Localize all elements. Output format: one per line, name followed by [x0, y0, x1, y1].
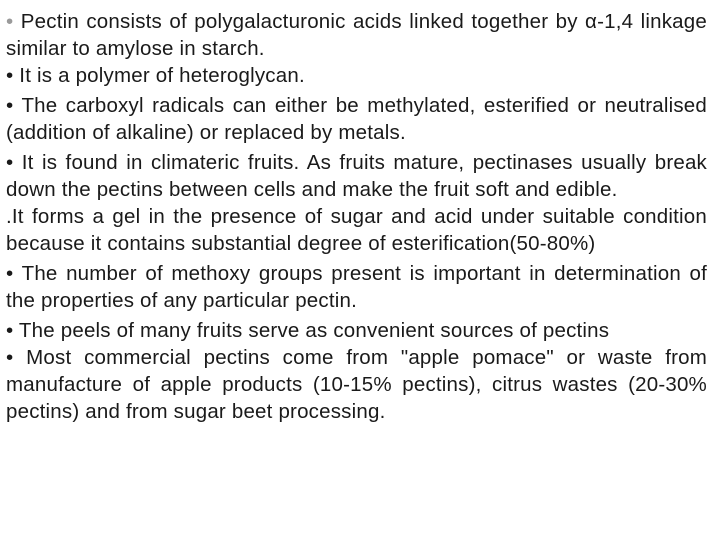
bullet: •: [6, 262, 14, 285]
paragraph-text: It is found in climateric fruits. As fruits mature, pectinases usually break down the pectins between cells and make the fruit soft and edible.: [6, 151, 707, 201]
paragraph-8: [6, 344, 707, 425]
paragraph-text: Pectin consists of polygalacturonic acids linked together by α-1,4 linkage similar to amylose in starch.: [6, 10, 707, 60]
paragraph-text: It forms a gel in the presence of sugar and acid under suitable condition because it contains substantial degree of esterification(50-80%): [6, 205, 707, 255]
paragraph-text: The peels of many fruits serve as convenient sources of pectins: [18, 319, 610, 342]
paragraph-text: The number of methoxy groups present is important in determination of the properties of any particular pectin.: [6, 262, 707, 312]
bullet: .: [6, 205, 12, 228]
paragraph-3: [6, 92, 707, 146]
bullet: •: [6, 346, 14, 369]
bullet: •: [6, 319, 14, 342]
paragraph-5: [6, 203, 707, 257]
paragraph-text: Most commercial pectins come from "apple pomace" or waste from manufacture of apple products (10-15% pectins), citrus wastes (20-30% pectins) and from sugar beet processing.: [6, 346, 707, 423]
bullet: •: [6, 64, 14, 87]
paragraph-4: [6, 149, 707, 203]
paragraph-6: [6, 260, 707, 314]
bullet: •: [6, 94, 14, 117]
bullet: •: [6, 10, 14, 33]
paragraph-text: It is a polymer of heteroglycan.: [19, 64, 305, 87]
paragraph-2: [6, 62, 707, 89]
paragraph-7: [6, 317, 707, 344]
slide-content: [6, 8, 707, 536]
paragraph-1: [6, 8, 707, 62]
bullet: •: [6, 151, 14, 174]
paragraph-text: The carboxyl radicals can either be methylated, esterified or neutralised (addition of alkaline) or replaced by metals.: [6, 94, 707, 144]
